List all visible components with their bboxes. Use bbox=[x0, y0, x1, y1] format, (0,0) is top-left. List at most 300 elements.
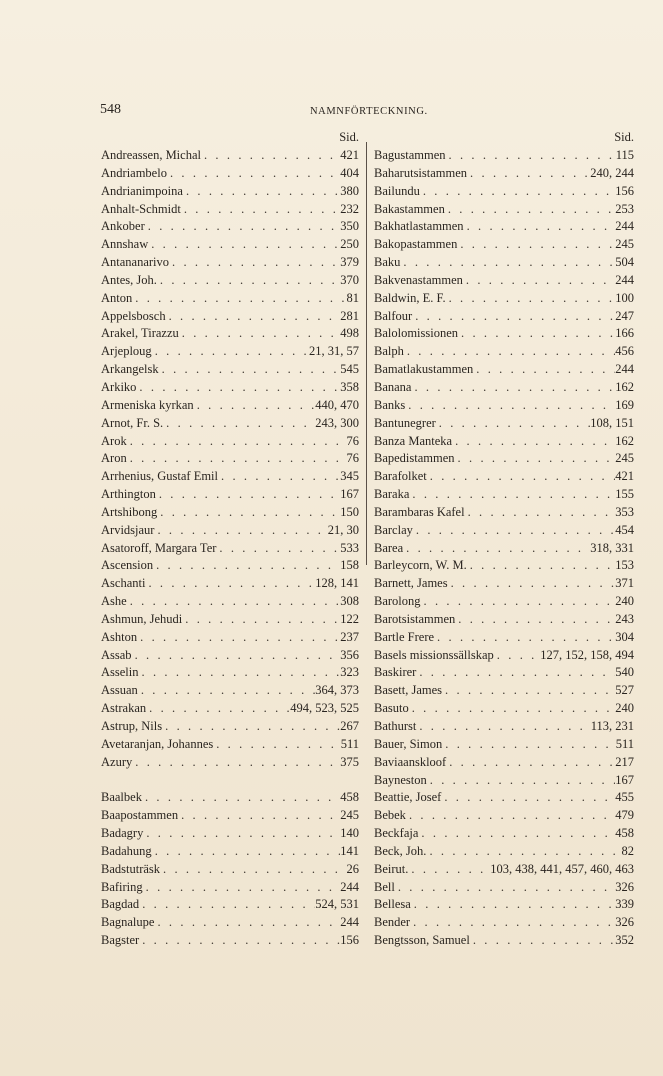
index-entry bbox=[374, 879, 634, 897]
leader-dots bbox=[183, 183, 340, 201]
index-entry bbox=[374, 682, 634, 700]
entry-pages: 155 bbox=[615, 487, 634, 502]
entry-name: Bellesa bbox=[374, 897, 411, 912]
leader-dots bbox=[166, 308, 341, 326]
index-entry bbox=[374, 165, 634, 183]
leader-dots bbox=[146, 700, 290, 718]
index-entry bbox=[374, 415, 634, 433]
entry-name: Bakopastammen bbox=[374, 237, 458, 252]
index-entry bbox=[374, 772, 634, 790]
index-entry bbox=[374, 325, 634, 343]
leader-dots bbox=[418, 825, 615, 843]
entry-name: Basels missionssällskap bbox=[374, 647, 494, 662]
leader-dots bbox=[434, 629, 615, 647]
entry-name: Bamatlakustammen bbox=[374, 362, 474, 377]
index-entry bbox=[374, 896, 634, 914]
index-entry bbox=[101, 468, 359, 486]
index-entry bbox=[101, 308, 359, 326]
entry-pages: 404 bbox=[340, 165, 359, 180]
entry-pages: 76 bbox=[346, 451, 359, 466]
index-entry bbox=[101, 557, 359, 575]
leader-dots bbox=[467, 557, 616, 575]
index-entry bbox=[374, 236, 634, 254]
entry-pages: 370 bbox=[340, 272, 359, 287]
entry-name: Arjeploug bbox=[101, 344, 152, 359]
leader-dots bbox=[427, 468, 615, 486]
leader-dots bbox=[446, 754, 615, 772]
entry-pages: 540 bbox=[615, 665, 634, 680]
index-entry bbox=[101, 361, 359, 379]
leader-dots bbox=[143, 879, 341, 897]
entry-name: Assuan bbox=[101, 683, 138, 698]
entry-pages: 494, 523, 525 bbox=[290, 701, 359, 716]
entry-pages: 421 bbox=[615, 469, 634, 484]
index-entry bbox=[374, 147, 634, 165]
entry-name: Barafolket bbox=[374, 469, 427, 484]
leader-dots bbox=[145, 575, 315, 593]
leader-dots bbox=[132, 754, 340, 772]
leader-dots bbox=[410, 914, 615, 932]
entry-pages: 243 bbox=[615, 611, 634, 626]
entry-name: Arkangelsk bbox=[101, 362, 159, 377]
entry-name: Antes, Joh. bbox=[101, 272, 157, 287]
entry-name: Aschanti bbox=[101, 576, 146, 591]
entry-pages: 356 bbox=[340, 647, 359, 662]
leader-dots bbox=[181, 201, 340, 219]
index-entry bbox=[374, 807, 634, 825]
entry-pages: 244 bbox=[340, 915, 359, 930]
leader-dots bbox=[403, 540, 590, 558]
index-entry bbox=[101, 433, 359, 451]
entry-pages: 498 bbox=[340, 326, 359, 341]
leader-dots bbox=[127, 450, 347, 468]
entry-name: Bagster bbox=[101, 933, 140, 948]
leader-dots bbox=[213, 736, 340, 754]
leader-dots bbox=[408, 861, 490, 879]
entry-pages: 304 bbox=[615, 629, 634, 644]
entry-name: Arnot, Fr. S. bbox=[101, 415, 164, 430]
index-entry bbox=[374, 789, 634, 807]
leader-dots bbox=[470, 932, 615, 950]
index-entry bbox=[101, 486, 359, 504]
entry-pages: 456 bbox=[615, 344, 634, 359]
entry-pages: 323 bbox=[340, 665, 359, 680]
entry-pages: 244 bbox=[615, 362, 634, 377]
sid-label-right: Sid. bbox=[614, 130, 634, 144]
entry-name: Arrhenius, Gustaf Emil bbox=[101, 469, 218, 484]
index-entry bbox=[374, 593, 634, 611]
index-entry bbox=[101, 861, 359, 879]
index-entry bbox=[374, 254, 634, 272]
entry-name: Andrianimpoina bbox=[101, 183, 183, 198]
entry-name: Barea bbox=[374, 540, 404, 555]
index-column-left bbox=[101, 129, 359, 950]
leader-dots bbox=[426, 843, 621, 861]
leader-dots bbox=[139, 896, 315, 914]
entry-name: Balfour bbox=[374, 308, 413, 323]
entry-name: Banza Manteka bbox=[374, 433, 453, 448]
entry-pages: 247 bbox=[615, 308, 634, 323]
index-entry bbox=[101, 504, 359, 522]
entry-name: Barotsistammen bbox=[374, 611, 456, 626]
leader-dots bbox=[473, 361, 615, 379]
entry-pages: 511 bbox=[340, 736, 359, 751]
leader-dots bbox=[159, 361, 341, 379]
index-entry bbox=[374, 611, 634, 629]
entry-name: Baharutsistammen bbox=[374, 165, 468, 180]
entry-pages: 545 bbox=[340, 362, 359, 377]
index-entry bbox=[374, 450, 634, 468]
leader-dots bbox=[446, 147, 616, 165]
leader-dots bbox=[194, 397, 316, 415]
entry-pages: 479 bbox=[615, 808, 634, 823]
entry-pages: 156 bbox=[340, 933, 359, 948]
index-column-right bbox=[374, 129, 634, 950]
leader-dots bbox=[132, 290, 346, 308]
index-entry bbox=[374, 629, 634, 647]
leader-dots bbox=[136, 379, 340, 397]
entry-name: Antananarivo bbox=[101, 255, 170, 270]
entry-name: Balolomissionen bbox=[374, 326, 459, 341]
leader-dots bbox=[458, 325, 615, 343]
index-entry bbox=[101, 450, 359, 468]
entry-pages: 167 bbox=[615, 772, 634, 787]
entry-pages: 527 bbox=[615, 683, 634, 698]
leader-dots bbox=[420, 183, 615, 201]
entry-name: Ankober bbox=[101, 219, 145, 234]
entry-pages: 122 bbox=[340, 611, 359, 626]
index-entry bbox=[374, 914, 634, 932]
leader-dots bbox=[218, 468, 340, 486]
leader-dots bbox=[216, 540, 340, 558]
index-entry bbox=[101, 183, 359, 201]
index-entry bbox=[374, 183, 634, 201]
entry-pages: 240 bbox=[615, 594, 634, 609]
entry-pages: 364, 373 bbox=[315, 683, 359, 698]
entry-name: Ashe bbox=[101, 594, 127, 609]
entry-name: Balph bbox=[374, 344, 404, 359]
entry-name: Asselin bbox=[101, 665, 139, 680]
entry-pages: 113, 231 bbox=[590, 719, 634, 733]
entry-pages: 232 bbox=[340, 201, 359, 216]
leader-dots bbox=[153, 557, 340, 575]
entry-pages: 162 bbox=[615, 433, 634, 448]
entry-name: Baraka bbox=[374, 487, 410, 502]
index-entry bbox=[374, 557, 634, 575]
leader-dots bbox=[143, 825, 340, 843]
index-entry bbox=[374, 843, 634, 861]
entry-pages: 156 bbox=[615, 183, 634, 198]
entry-name: Ashmun, Jehudi bbox=[101, 611, 183, 626]
entry-name: Artshibong bbox=[101, 504, 158, 519]
entry-name: Assab bbox=[101, 647, 132, 662]
entry-name: Baviaanskloof bbox=[374, 754, 447, 769]
index-entry bbox=[374, 825, 634, 843]
entry-pages: 308 bbox=[340, 594, 359, 609]
leader-dots bbox=[409, 486, 615, 504]
entry-pages: 141 bbox=[340, 843, 359, 858]
entry-name: Bantunegrer bbox=[374, 415, 436, 430]
leader-dots bbox=[494, 647, 540, 665]
entry-pages: 244 bbox=[340, 879, 359, 894]
entry-pages: 371 bbox=[615, 576, 634, 591]
entry-name: Anhalt-Schmidt bbox=[101, 201, 181, 216]
running-title: NAMNFÖRTECKNING. bbox=[310, 106, 428, 117]
entry-name: Bapedistammen bbox=[374, 451, 455, 466]
entry-name: Annshaw bbox=[101, 237, 149, 252]
entry-pages: 380 bbox=[340, 183, 359, 198]
entry-pages: 115 bbox=[615, 148, 634, 162]
index-entry bbox=[101, 789, 359, 807]
index-entry bbox=[374, 647, 634, 665]
entry-pages: 339 bbox=[615, 897, 634, 912]
entry-pages: 128, 141 bbox=[315, 576, 359, 591]
entry-name: Asatoroff, Margara Ter bbox=[101, 540, 217, 555]
leader-dots bbox=[154, 522, 327, 540]
leader-dots bbox=[416, 664, 615, 682]
leader-dots bbox=[167, 165, 340, 183]
entry-pages: 352 bbox=[615, 933, 634, 948]
entry-name: Barnett, James bbox=[374, 576, 448, 591]
leader-dots bbox=[139, 932, 340, 950]
index-entry bbox=[101, 522, 359, 540]
entry-pages: 244 bbox=[615, 219, 634, 234]
entry-name: Barleycorn, W. M. bbox=[374, 558, 467, 573]
leader-dots bbox=[157, 272, 340, 290]
entry-name: Bayneston bbox=[374, 772, 427, 787]
entry-pages: 243, 300 bbox=[315, 415, 359, 430]
entry-name: Banana bbox=[374, 379, 412, 394]
index-entry bbox=[374, 468, 634, 486]
entry-name: Beirut. bbox=[374, 861, 409, 876]
entry-name: Beattie, Josef bbox=[374, 790, 442, 805]
leader-dots bbox=[148, 236, 340, 254]
entry-name: Barambaras Kafel bbox=[374, 504, 465, 519]
entry-pages: 375 bbox=[340, 754, 359, 769]
leader-dots bbox=[132, 647, 341, 665]
entry-pages: 504 bbox=[615, 255, 634, 270]
leader-dots bbox=[201, 147, 340, 165]
index-entry bbox=[101, 397, 359, 415]
leader-dots bbox=[178, 807, 340, 825]
entry-name: Avetaranjan, Johannes bbox=[101, 736, 214, 751]
leader-dots bbox=[412, 308, 615, 326]
leader-dots bbox=[441, 789, 615, 807]
leader-dots bbox=[409, 700, 616, 718]
entry-name: Aron bbox=[101, 451, 127, 466]
entry-name: Astrakan bbox=[101, 701, 147, 716]
entry-pages: 318, 331 bbox=[590, 540, 634, 555]
index-entry bbox=[374, 700, 634, 718]
entry-pages: 150 bbox=[340, 504, 359, 519]
leader-dots bbox=[457, 236, 615, 254]
entry-name: Baku bbox=[374, 255, 401, 270]
leader-dots bbox=[406, 807, 615, 825]
leader-dots bbox=[154, 914, 340, 932]
index-entry bbox=[374, 218, 634, 236]
index-entry bbox=[101, 325, 359, 343]
index-entry bbox=[101, 825, 359, 843]
leader-dots bbox=[467, 165, 590, 183]
entry-pages: 169 bbox=[615, 397, 634, 412]
index-entry bbox=[101, 879, 359, 897]
entry-name: Bathurst bbox=[374, 719, 417, 733]
index-entry bbox=[374, 754, 634, 772]
entry-pages: 100 bbox=[615, 290, 634, 305]
index-entry bbox=[374, 932, 634, 950]
leader-dots bbox=[395, 879, 615, 897]
entry-pages: 82 bbox=[621, 843, 634, 858]
leader-dots bbox=[152, 343, 309, 361]
index-entry bbox=[101, 682, 359, 700]
entry-name: Banks bbox=[374, 397, 406, 412]
index-entry bbox=[101, 736, 359, 754]
entry-name: Bakastammen bbox=[374, 201, 445, 216]
index-entry bbox=[374, 361, 634, 379]
leader-dots bbox=[404, 343, 615, 361]
index-entry bbox=[374, 272, 634, 290]
entry-name: Baalbek bbox=[101, 790, 142, 805]
leader-dots bbox=[156, 486, 340, 504]
entry-name: Bagustammen bbox=[374, 148, 446, 162]
leader-dots bbox=[127, 593, 341, 611]
index-entry bbox=[374, 736, 634, 754]
entry-name: Armeniska kyrkan bbox=[101, 397, 194, 412]
entry-name: Beckfaja bbox=[374, 826, 419, 841]
leader-dots bbox=[455, 450, 616, 468]
index-entry bbox=[374, 290, 634, 308]
entry-name: Bafiring bbox=[101, 879, 143, 894]
entry-pages: 21, 30 bbox=[327, 522, 359, 537]
entry-pages: 127, 152, 158, 494 bbox=[540, 647, 634, 662]
index-entry bbox=[101, 593, 359, 611]
entry-name: Baskirer bbox=[374, 665, 417, 680]
entry-name: Arakel, Tirazzu bbox=[101, 326, 179, 341]
page-number: 548 bbox=[100, 102, 121, 117]
entry-name: Baldwin, E. F. bbox=[374, 290, 446, 305]
entry-pages: 345 bbox=[340, 469, 359, 484]
entry-name: Arvidsjaur bbox=[101, 522, 155, 537]
leader-dots bbox=[137, 629, 340, 647]
index-entry bbox=[101, 647, 359, 665]
entry-name: Bebek bbox=[374, 808, 406, 823]
entry-pages: 245 bbox=[340, 808, 359, 823]
entry-pages: 326 bbox=[615, 915, 634, 930]
index-entry bbox=[374, 379, 634, 397]
entry-pages: 21, 31, 57 bbox=[309, 344, 359, 359]
entry-pages: 245 bbox=[615, 451, 634, 466]
leader-dots bbox=[142, 789, 340, 807]
leader-dots bbox=[416, 718, 590, 736]
entry-pages: 353 bbox=[615, 504, 634, 519]
entry-name: Arok bbox=[101, 433, 127, 448]
leader-dots bbox=[169, 254, 340, 272]
entry-pages: 454 bbox=[615, 522, 634, 537]
entry-pages: 458 bbox=[340, 790, 359, 805]
index-entry bbox=[374, 522, 634, 540]
leader-dots bbox=[160, 861, 346, 879]
entry-pages: 244 bbox=[615, 272, 634, 287]
index-entry bbox=[101, 843, 359, 861]
entry-name: Bengtsson, Samuel bbox=[374, 933, 470, 948]
index-entry bbox=[101, 754, 359, 772]
index-entry bbox=[101, 147, 359, 165]
index-entry bbox=[101, 914, 359, 932]
entry-pages: 81 bbox=[346, 290, 359, 305]
index-entry bbox=[101, 540, 359, 558]
index-entry bbox=[101, 932, 359, 950]
index-entry bbox=[374, 343, 634, 361]
leader-dots bbox=[465, 504, 616, 522]
entry-pages: 153 bbox=[615, 558, 634, 573]
leader-dots bbox=[400, 254, 615, 272]
index-entry bbox=[101, 290, 359, 308]
entry-pages: 524, 531 bbox=[315, 897, 359, 912]
entry-name: Bagdad bbox=[101, 897, 140, 912]
entry-name: Azury bbox=[101, 754, 133, 769]
index-entry bbox=[101, 664, 359, 682]
index-entry bbox=[374, 308, 634, 326]
index-entry bbox=[101, 700, 359, 718]
page-header bbox=[100, 102, 640, 122]
leader-dots bbox=[162, 718, 340, 736]
entry-pages: 511 bbox=[615, 736, 634, 751]
leader-dots bbox=[182, 611, 340, 629]
index-entry bbox=[101, 575, 359, 593]
entry-pages: 26 bbox=[346, 861, 359, 876]
leader-dots bbox=[405, 397, 615, 415]
index-entry bbox=[101, 611, 359, 629]
entry-pages: 158 bbox=[340, 558, 359, 573]
index-entry bbox=[101, 718, 359, 736]
index-entry bbox=[101, 629, 359, 647]
leader-dots bbox=[455, 611, 615, 629]
entry-pages: 108, 151 bbox=[590, 415, 634, 430]
index-entry bbox=[374, 504, 634, 522]
index-entry bbox=[374, 664, 634, 682]
entry-name: Badstuträsk bbox=[101, 861, 161, 876]
leader-dots bbox=[445, 201, 615, 219]
leader-dots bbox=[427, 772, 615, 790]
entry-pages: 350 bbox=[340, 219, 359, 234]
entry-pages: 76 bbox=[346, 433, 359, 448]
entry-pages: 533 bbox=[340, 540, 359, 555]
leader-dots bbox=[442, 682, 615, 700]
entry-name: Barolong bbox=[374, 594, 421, 609]
entry-pages: 240, 244 bbox=[590, 165, 634, 180]
index-entry bbox=[101, 254, 359, 272]
leader-dots bbox=[145, 218, 341, 236]
index-entry bbox=[101, 201, 359, 219]
entry-pages: 421 bbox=[340, 148, 359, 162]
leader-dots bbox=[139, 664, 341, 682]
leader-dots bbox=[446, 290, 616, 308]
index-entry bbox=[101, 236, 359, 254]
index-entry bbox=[101, 165, 359, 183]
index-entry bbox=[374, 718, 634, 736]
entry-pages: 103, 438, 441, 457, 460, 463 bbox=[490, 861, 634, 876]
index-entry bbox=[374, 201, 634, 219]
column-divider bbox=[366, 142, 367, 565]
entry-name: Bender bbox=[374, 915, 411, 930]
entry-name: Andriambelo bbox=[101, 165, 167, 180]
entry-name: Bailundu bbox=[374, 183, 420, 198]
entry-name: Bell bbox=[374, 879, 395, 894]
entry-pages: 166 bbox=[615, 326, 634, 341]
index-entry bbox=[101, 272, 359, 290]
leader-dots bbox=[452, 433, 615, 451]
leader-dots bbox=[138, 682, 315, 700]
